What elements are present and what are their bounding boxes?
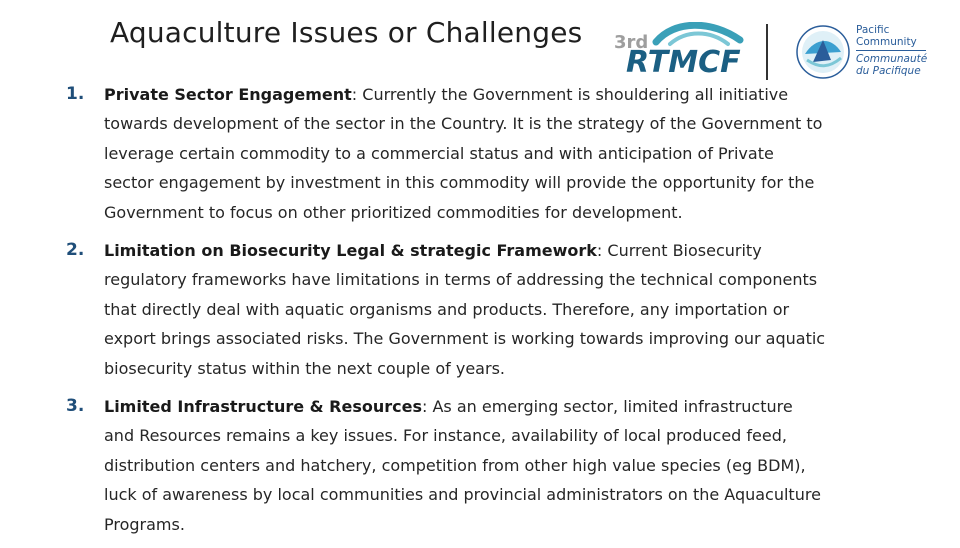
challenges-list	[66, 80, 826, 548]
pc-line-1: Pacific	[856, 24, 890, 36]
list-item	[66, 80, 826, 227]
item-heading: Limited Infrastructure & Resources	[104, 397, 422, 417]
slide-title: Aquaculture Issues or Challenges	[110, 16, 583, 49]
rtmcf-ordinal: 3rd	[614, 32, 649, 53]
rtmcf-wordmark: RTMCF	[626, 45, 741, 78]
rtmcf-logo	[612, 22, 748, 78]
item-text: : Current Biosecurity regulatory frameworks have limitations in terms of addressing the technical components that directly deal with aquatic organisms and products. Therefore, any importation or export brings associated risks. The Government is working towards improving our aquatic biosecurity status within the next couple of years.	[104, 241, 826, 378]
item-text: : As an emerging sector, limited infrastructure and Resources remains a key issues. For instance, availability of local produced feed, distribution centers and hatchery, competition from other high value species (eg BDM), luck of awareness by local communities and provincial administrators on the Aquaculture Programs.	[104, 397, 821, 534]
rtmcf-wave-icon-inner	[670, 34, 728, 45]
pacific-community-emblem-icon	[795, 24, 851, 80]
pc-separator	[856, 50, 926, 51]
pc-line-3: Communauté	[856, 53, 928, 65]
item-body	[104, 236, 826, 383]
item-number: 3.	[66, 396, 85, 417]
item-number: 2.	[66, 240, 85, 261]
list-item	[66, 236, 826, 383]
item-heading: Limitation on Biosecurity Legal & strategic Framework	[104, 241, 597, 261]
list-item	[66, 392, 826, 539]
pc-line-4: du Pacifique	[856, 65, 921, 77]
item-body	[104, 80, 826, 227]
item-text: : Currently the Government is shouldering all initiative towards development of the sector in the Country. It is the strategy of the Government to leverage certain commodity to a commercial status and with anticipation of Private sector engagement by investment in this commodity will provide the opportunity for the Government to focus on other prioritized commodities for development.	[104, 85, 823, 222]
item-heading: Private Sector Engagement	[104, 85, 352, 104]
item-number: 1.	[66, 84, 85, 104]
pc-line-2: Community	[856, 36, 917, 48]
pacific-community-wordmark	[856, 24, 956, 77]
logo-divider	[766, 24, 768, 80]
item-body	[104, 392, 826, 539]
